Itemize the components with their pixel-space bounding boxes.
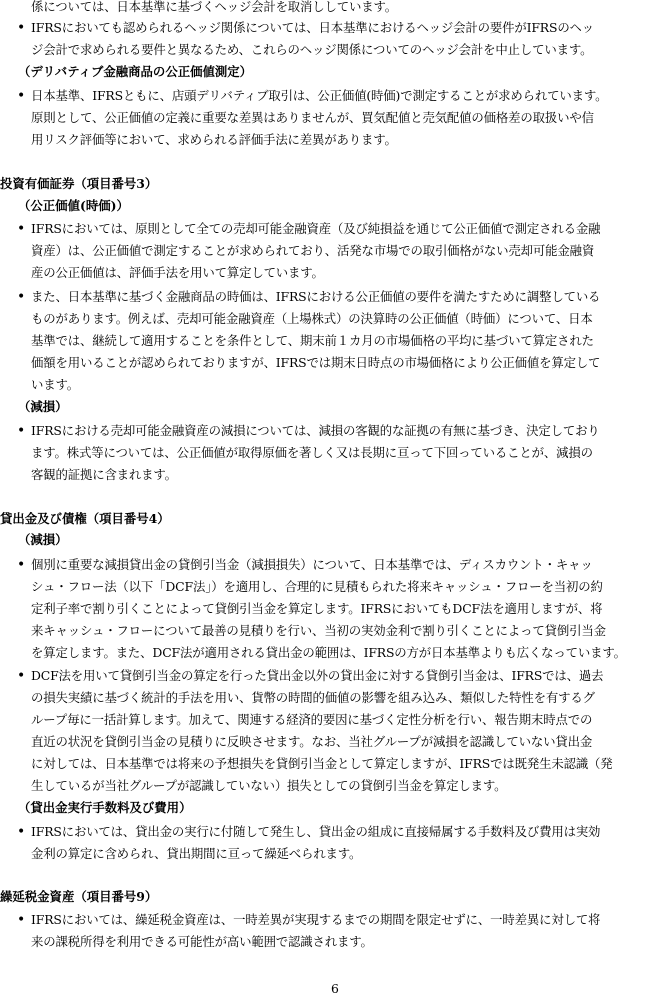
text-line: IFRSにおいては、貸出金の実行に付随して発生し、貸出金の組成に直接帰属する手数料及び費用は実効 <box>31 824 601 839</box>
subheading: （公正価値(時価)） <box>18 198 129 213</box>
text-line: に対しては、日本基準では将来の予想損失を貸倒引当金として算定しますが、IFRSでは既発生未認識（発 <box>31 756 613 771</box>
text-line: 個別に重要な減損貸出金の貸倒引当金（減損損失）について、日本基準では、ディスカウント・キャッ <box>31 557 593 572</box>
page-number: 6 <box>331 981 339 996</box>
text-line: IFRSにおける売却可能金融資産の減損については、減損の客観的な証拠の有無に基づき、決定しており <box>31 423 600 438</box>
text-line: 原則として、公正価値の定義に重要な差異はありませんが、買気配値と売気配値の価格差の取扱いや信 <box>31 110 594 125</box>
text-line: 産の公正価値は、評価手法を用いて算定しています。 <box>31 265 324 280</box>
bullet-icon <box>17 288 25 296</box>
text-line: 金利の算定に含められ、貸出期間に亘って繰延べられます。 <box>31 846 362 861</box>
bullet-icon <box>17 667 25 675</box>
text-line: また、日本基準に基づく金融商品の時価は、IFRSにおける公正価値の要件を満たすために調整している <box>31 289 601 304</box>
section-heading: 貸出金及び債権（項目番号4） <box>0 511 170 526</box>
text-line: 来キャッシュ・フローについて最善の見積りを行い、当初の実効金利で割り引くことによって貸倒引当金 <box>31 623 606 638</box>
bullet-icon <box>17 220 25 228</box>
section-heading: 投資有価証券（項目番号3） <box>0 176 158 191</box>
text-line: 客観的証拠に含まれます。 <box>31 467 177 482</box>
section-heading: 繰延税金資産（項目番号9） <box>0 889 158 904</box>
bullet-icon <box>17 911 25 919</box>
subheading: （デリバティブ金融商品の公正価値測定） <box>18 64 253 79</box>
text-line: ものがあります。例えば、売却可能金融資産（上場株式）の決算時の公正価値（時価）について、日本 <box>31 311 593 326</box>
text-line: 日本基準、IFRSともに、店頭デリバティブ取引は、公正価値(時価)で測定することが求められています。 <box>31 88 608 103</box>
subheading: （減損） <box>18 532 68 547</box>
subheading: （貸出金実行手数料及び費用） <box>18 800 192 815</box>
text-line: IFRSにおいては、原則として全ての売却可能金融資産（及び純損益を通じて公正価値で測定される金融 <box>31 221 601 236</box>
text-line: シュ・フロー法（以下「DCF法」）を適用し、合理的に見積もられた将来キャッシュ・フローを当初の約 <box>31 579 603 594</box>
text-line: 生しているが当社グループが認識していない）損失としての貸倒引当金を算定します。 <box>31 778 507 793</box>
bullet-icon <box>17 87 25 95</box>
text-line: 用リスク評価等において、求められる評価手法に差異があります。 <box>31 132 397 147</box>
text-line: IFRSにおいても認められるヘッジ関係については、日本基準におけるヘッジ会計の要件がIFRSのヘッ <box>31 20 595 35</box>
text-line: IFRSにおいては、繰延税金資産は、一時差異が実現するまでの期間を限定せずに、一時差異に対して将 <box>31 912 601 927</box>
text-line: います。 <box>31 377 79 392</box>
text-line: 定利子率で割り引くことによって貸倒引当金を算定します。IFRSにおいてもDCF法を適用しますが、将 <box>31 601 603 616</box>
bullet-icon <box>17 556 25 564</box>
text-line: 価額を用いることが認められておりますが、IFRSでは期末日時点の市場価格により公正価値を算定して <box>31 355 601 370</box>
text-line: ループ毎に一括計算します。加えて、関連する経済的要因に基づく定性分析を行い、報告期末時点での <box>31 712 593 727</box>
text-line: 基準では、継続して適用することを条件として、期末前１カ月の市場価格の平均に基づいて算定された <box>31 333 594 348</box>
text-line: 資産）は、公正価値で測定することが求められており、活発な市場での取引価格がない売却可能金融資 <box>31 243 595 258</box>
text-line: ジ会計で求められる要件と異なるため、これらのヘッジ関係についてのヘッジ会計を中止しています。 <box>31 42 593 57</box>
text-line: 直近の状況を貸倒引当金の見積りに反映させます。なお、当社グループが減損を認識していない貸出金 <box>31 734 593 749</box>
text-line: を算定します。また、DCF法が適用される貸出金の範囲は、IFRSの方が日本基準よりも広くなっています。 <box>31 645 626 660</box>
text-line: ます。株式等については、公正価値が取得原価を著しく又は長期に亘って下回っていることが、減損の <box>31 445 593 460</box>
subheading: （減損） <box>18 399 68 414</box>
text-line: の損失実績に基づく統計的手法を用い、貨幣の時間的価値の影響を組み込み、類似した特性を有するグ <box>31 690 595 705</box>
text-line: DCF法を用いて貸倒引当金の算定を行った貸出金以外の貸出金に対する貸倒引当金は、IFRSでは、過去 <box>31 668 604 683</box>
text-line: 係については、日本基準に基づくヘッジ会計を取消ししています。 <box>31 0 397 14</box>
bullet-icon <box>17 823 25 831</box>
bullet-icon <box>17 422 25 430</box>
bullet-icon <box>17 19 25 27</box>
text-line: 来の課税所得を利用できる可能性が高い範囲で認識されます。 <box>31 934 373 949</box>
